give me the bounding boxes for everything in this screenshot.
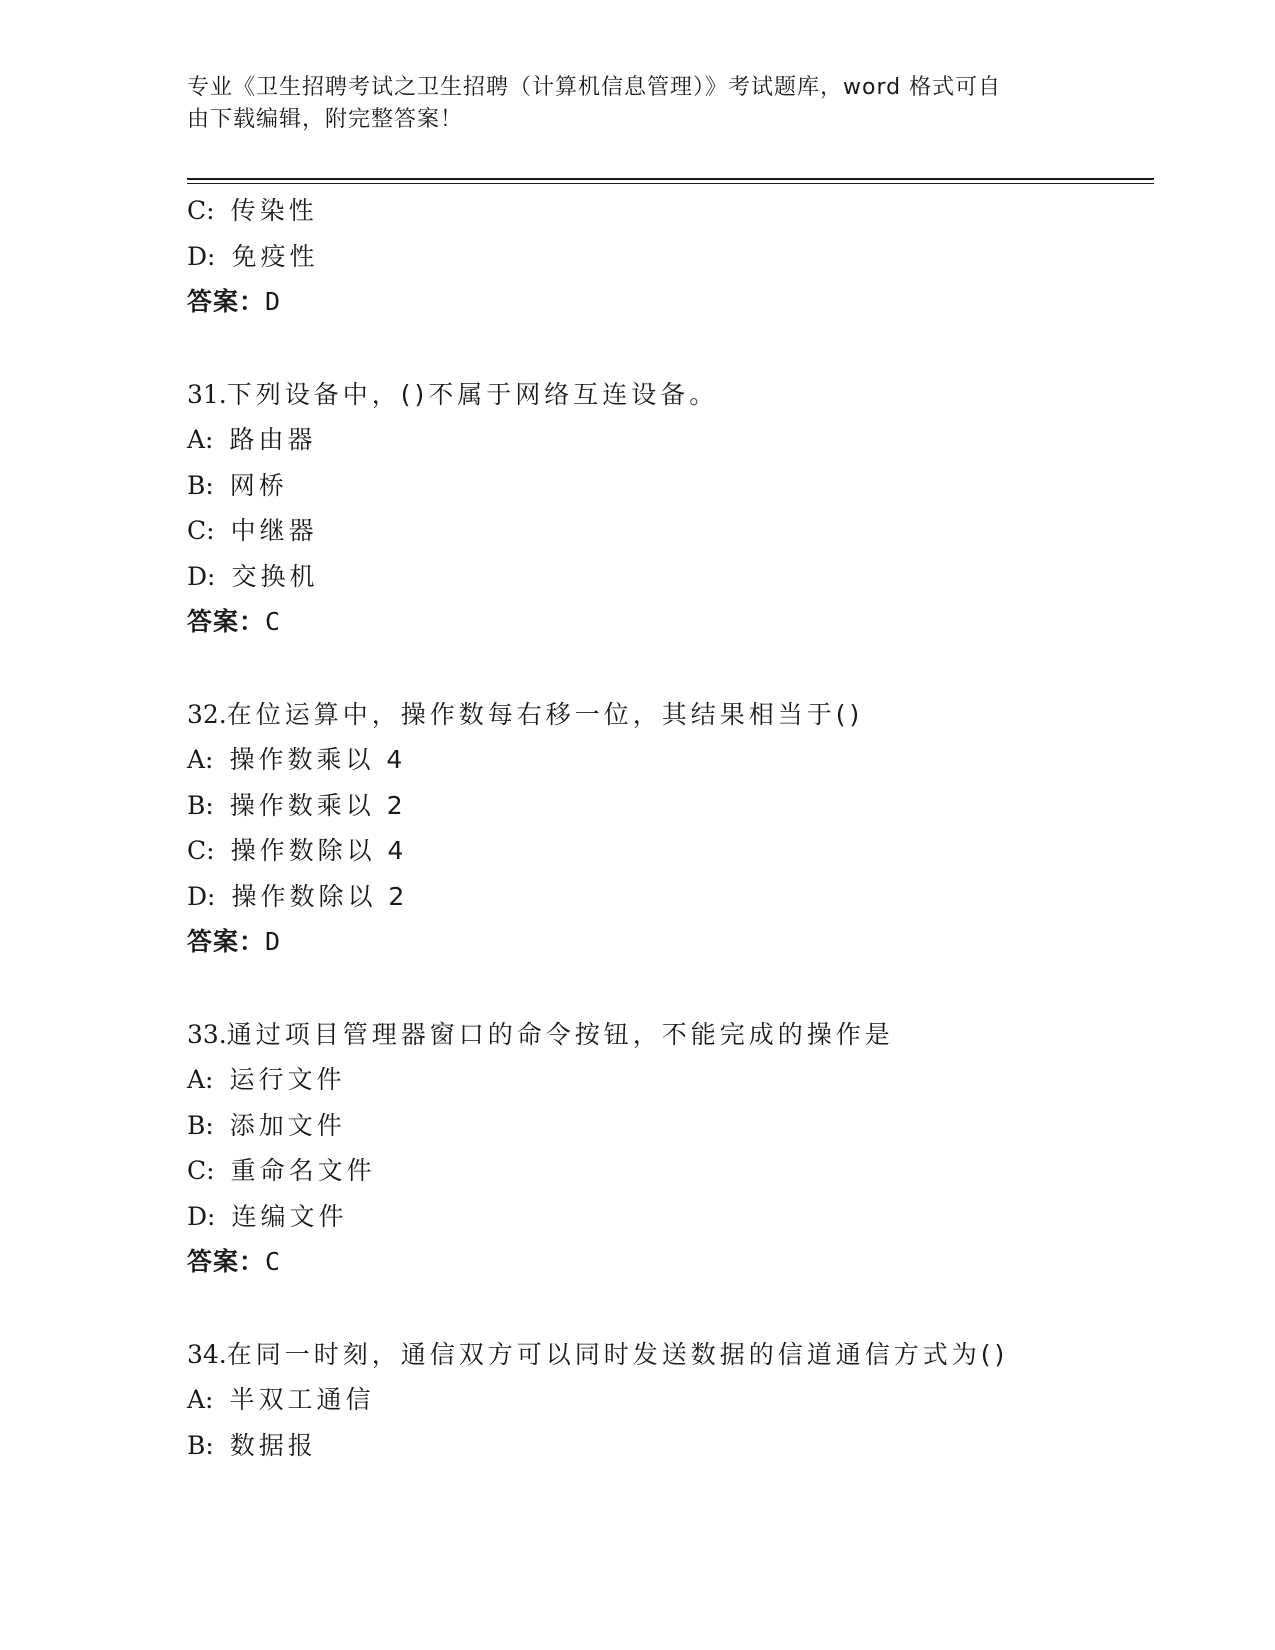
option-key: C:	[187, 516, 215, 545]
option-text: 操作数除以 4	[230, 836, 408, 865]
option-c	[187, 1148, 1167, 1194]
spacer	[187, 965, 1167, 1012]
question-text: 在同一时刻，通信双方可以同时发送数据的信道通信方式为()	[226, 1339, 1009, 1369]
option-key: D:	[187, 881, 216, 911]
option-key: B:	[187, 790, 214, 820]
spacer	[187, 325, 1167, 372]
option-text: 半双工通信	[229, 1385, 375, 1414]
option-text: 免疫性	[231, 241, 319, 271]
spacer	[187, 1285, 1167, 1332]
option-text: 操作数乘以 4	[229, 745, 407, 774]
question-number: 33.	[187, 1019, 227, 1049]
option-text: 操作数乘以 2	[229, 790, 407, 820]
option-text: 操作数除以 2	[231, 881, 409, 911]
option-key: B:	[187, 470, 214, 500]
option-key: A:	[187, 745, 214, 774]
document-header	[187, 72, 1067, 136]
question-text: 在位运算中，操作数每右移一位，其结果相当于()	[226, 699, 864, 729]
option-key: C:	[187, 1156, 215, 1185]
option-key: D:	[187, 1201, 216, 1231]
question-33	[187, 1012, 1167, 1285]
question-number: 32.	[187, 699, 227, 729]
option-key: A:	[187, 1065, 214, 1094]
option-d	[187, 1194, 1167, 1240]
option-text: 重命名文件	[230, 1156, 376, 1185]
option-a	[187, 1057, 1167, 1103]
header-divider-thick	[187, 178, 1154, 180]
header-divider-thin	[187, 183, 1154, 184]
option-b	[187, 463, 1167, 509]
header-line-1: 专业《卫生招聘考试之卫生招聘（计算机信息管理）》考试题库，word 格式可自	[187, 75, 1002, 100]
answer-line	[187, 279, 1167, 325]
option-d	[187, 554, 1167, 600]
option-text: 数据报	[229, 1430, 317, 1460]
question-stem	[187, 692, 1167, 738]
answer-value: D	[265, 927, 281, 956]
option-key: B:	[187, 1430, 214, 1460]
question-text: 通过项目管理器窗口的命令按钮，不能完成的操作是	[226, 1019, 894, 1049]
option-key: D:	[187, 241, 216, 271]
option-b	[187, 1423, 1167, 1469]
question-stem	[187, 372, 1167, 418]
option-b	[187, 783, 1167, 829]
spacer	[187, 645, 1167, 692]
question-list	[187, 188, 1167, 1468]
question-number: 31.	[187, 379, 227, 409]
option-text: 添加文件	[229, 1110, 346, 1140]
answer-line	[187, 919, 1167, 965]
answer-value: C	[265, 1247, 281, 1276]
question-32	[187, 692, 1167, 965]
option-c	[187, 828, 1167, 874]
option-c	[187, 188, 1167, 234]
option-text: 传染性	[230, 196, 318, 225]
question-number: 34.	[187, 1339, 227, 1369]
option-a	[187, 1377, 1167, 1423]
option-key: B:	[187, 1110, 214, 1140]
question-stem	[187, 1012, 1167, 1058]
answer-label: 答案：	[187, 927, 266, 956]
option-d	[187, 234, 1167, 280]
question-31	[187, 372, 1167, 645]
question-34	[187, 1332, 1167, 1469]
option-text: 网桥	[229, 470, 288, 500]
answer-line	[187, 599, 1167, 645]
option-b	[187, 1103, 1167, 1149]
option-text: 中继器	[230, 516, 318, 545]
header-line-2: 由下载编辑，附完整答案！	[187, 107, 464, 132]
answer-label: 答案：	[187, 1247, 266, 1276]
question-stem	[187, 1332, 1167, 1378]
option-a	[187, 417, 1167, 463]
option-key: A:	[187, 425, 214, 454]
question-text: 下列设备中，()不属于网络互连设备。	[226, 379, 719, 409]
option-d	[187, 874, 1167, 920]
option-a	[187, 737, 1167, 783]
answer-value: D	[265, 287, 281, 316]
answer-label: 答案：	[187, 607, 266, 636]
option-key: C:	[187, 836, 215, 865]
answer-line	[187, 1239, 1167, 1285]
option-text: 交换机	[231, 561, 319, 591]
option-key: C:	[187, 196, 215, 225]
option-text: 运行文件	[229, 1065, 346, 1094]
option-text: 连编文件	[231, 1201, 348, 1231]
option-key: A:	[187, 1385, 214, 1414]
option-c	[187, 508, 1167, 554]
answer-label: 答案：	[187, 287, 266, 316]
option-text: 路由器	[229, 425, 317, 454]
answer-value: C	[265, 607, 281, 636]
option-key: D:	[187, 561, 216, 591]
carry-over-block	[187, 188, 1167, 325]
